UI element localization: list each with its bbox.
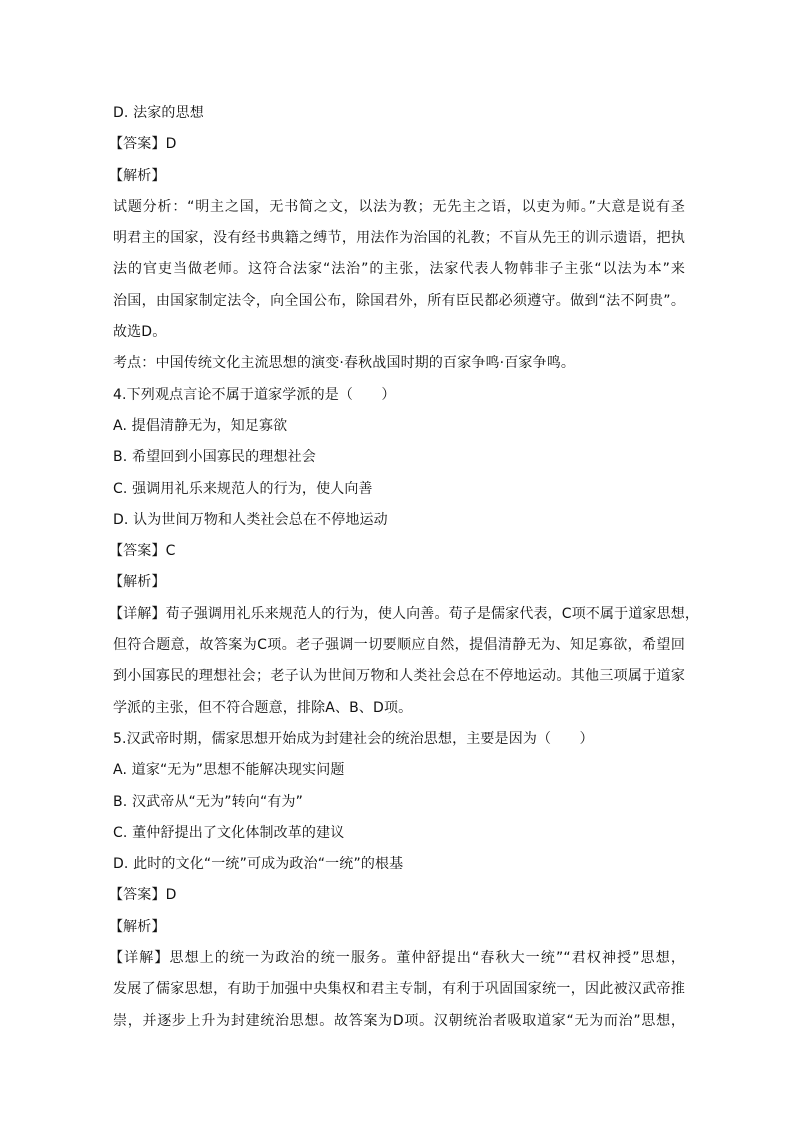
text-line: D. 此时的文化“一统”可成为政治“一统”的根基 (113, 856, 404, 873)
text-line: 【详解】荀子强调用礼乐来规范人的行为，使人向善。荀子是儒家代表，C项不属于道家思想， (109, 605, 700, 622)
text-line: 考点：中国传统文化主流思想的演变·春秋战国时期的百家争鸣·百家争鸣。 (113, 355, 575, 372)
text-line: 到小国寡民的理想社会；老子认为世间万物和人类社会总在不停地运动。其他三项属于道家 (113, 668, 685, 685)
text-line: A. 道家“无为”思想不能解决现实问题 (113, 762, 345, 779)
document-page (109, 98, 700, 1037)
text-line: 【解析】 (109, 918, 166, 935)
text-line: 法的官吏当做老师。这符合法家“法治”的主张，法家代表人物韩非子主张“以法为本”来 (113, 261, 685, 278)
text-line: 【答案】C (109, 543, 176, 560)
document-body (109, 98, 700, 1037)
text-line: 治国，由国家制定法令，向全国公布，除国君外，所有臣民都必须遵守。做到“法不阿贵”。 (113, 292, 685, 309)
text-line: A. 提倡清静无为，知足寡欲 (113, 417, 288, 434)
text-line: 【解析】 (109, 574, 166, 591)
text-line: 发展了儒家思想，有助于加强中央集权和君主专制，有利于巩固国家统一，因此被汉武帝推 (113, 981, 685, 998)
text-line: 试题分析：“明主之国，无书简之文，以法为教；无先主之语，以吏为师。”大意是说有圣 (113, 198, 685, 215)
text-line: 学派的主张，但不符合题意，排除A、B、D项。 (113, 699, 413, 716)
text-line: 故选D。 (113, 324, 167, 341)
text-line: B. 希望回到小国寡民的理想社会 (113, 449, 316, 466)
text-line: C. 强调用礼乐来规范人的行为，使人向善 (113, 480, 373, 497)
text-line: 但符合题意，故答案为C项。老子强调一切要顺应自然，提倡清静无为、知足寡欲，希望回 (113, 637, 685, 654)
text-line: 5.汉武帝时期，儒家思想开始成为封建社会的统治思想，主要是因为（ ） (113, 730, 594, 747)
text-line: C. 董仲舒提出了文化体制改革的建议 (113, 824, 345, 841)
text-line: 【答案】D (109, 887, 177, 904)
text-line: 明君主的国家，没有经书典籍之缚节，用法作为治国的礼教；不盲从先王的训示遗语，把执 (113, 230, 685, 247)
text-line: 【答案】D (109, 136, 177, 153)
text-line: D. 法家的思想 (113, 105, 204, 121)
text-line: 4.下列观点言论不属于道家学派的是（ ） (113, 386, 396, 403)
text-line: 【详解】思想上的统一为政治的统一服务。董仲舒提出“春秋大一统”“君权神授”思想， (109, 950, 685, 967)
text-line: B. 汉武帝从“无为”转向“有为” (113, 793, 304, 810)
text-line: 【解析】 (109, 167, 166, 184)
text-line: D. 认为世间万物和人类社会总在不停地运动 (113, 511, 388, 528)
text-line: 崇，并逐步上升为封建统治思想。故答案为D项。汉朝统治者吸取道家“无为而治”思想， (113, 1012, 685, 1029)
